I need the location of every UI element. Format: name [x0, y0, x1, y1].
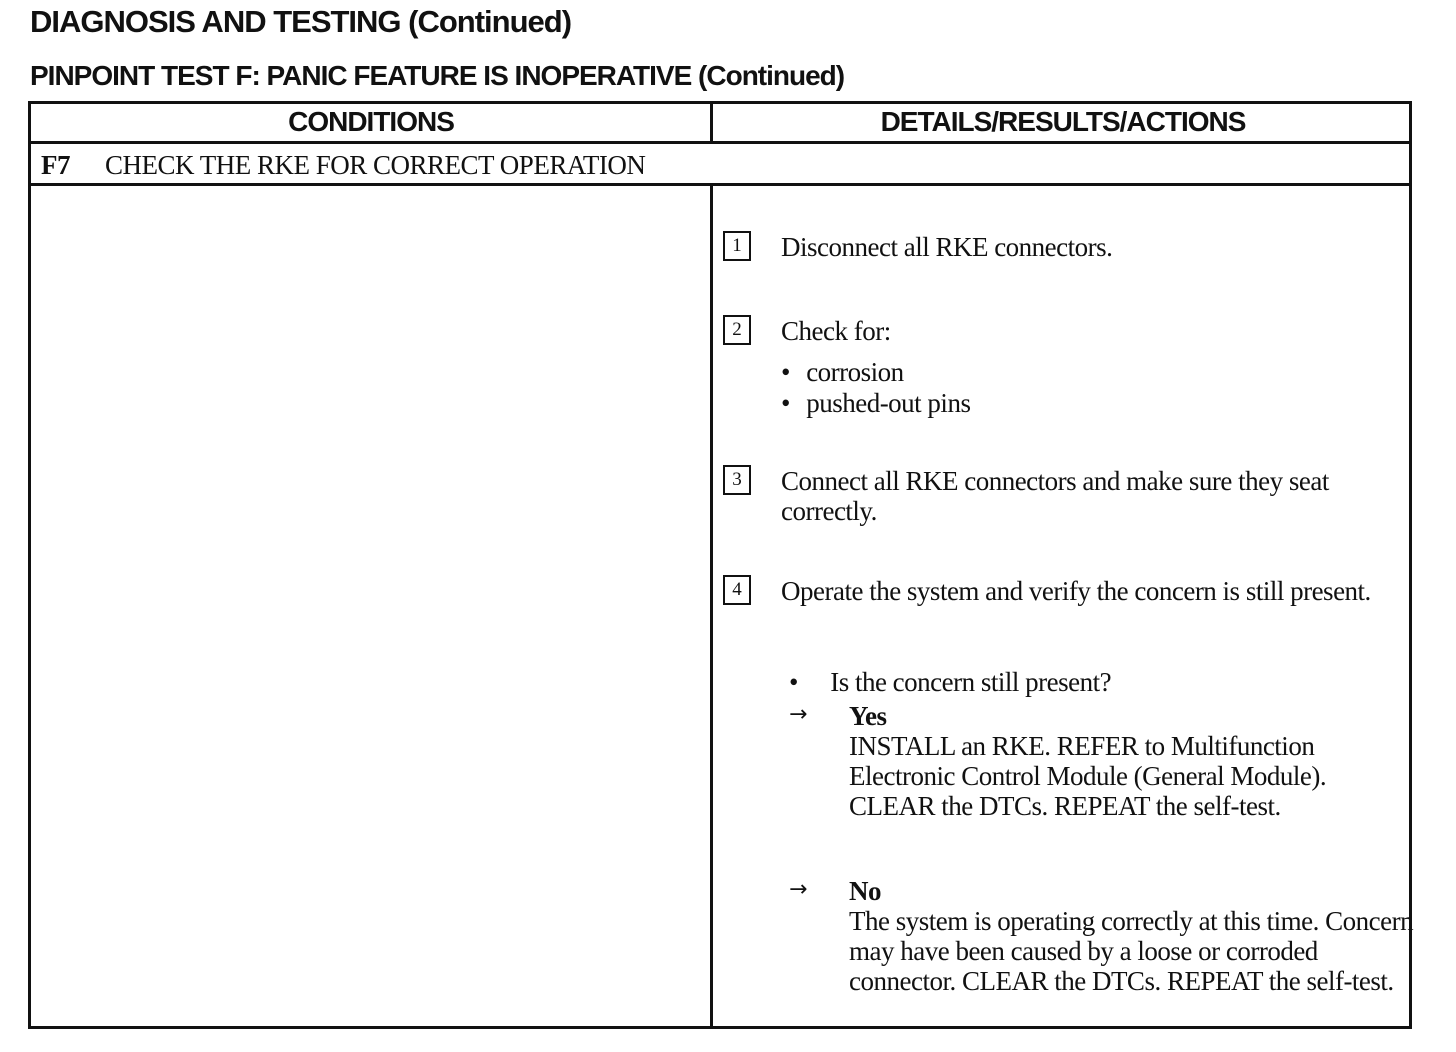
bullet-icon: •: [781, 388, 790, 418]
header-row-divider: [31, 141, 1409, 144]
answer-no-text: The system is operating correctly at this time. Concern may have been caused by a loose or corroded connector. CLEAR the DTCs. REPEAT the self-test.: [849, 906, 1414, 996]
step-id: F7: [41, 150, 70, 180]
step-title: CHECK THE RKE FOR CORRECT OPERATION: [105, 150, 646, 180]
details-results-actions-header: DETAILS/RESULTS/ACTIONS: [880, 106, 1246, 137]
page-title: DIAGNOSIS AND TESTING (Continued): [30, 4, 572, 39]
check-item-2: [781, 388, 970, 418]
step-number-box-2: 2: [723, 315, 751, 345]
question-line: [789, 667, 1111, 697]
step-text-3: Connect all RKE connectors and make sure they seat correctly.: [781, 466, 1329, 526]
step-text-1: Disconnect all RKE connectors.: [781, 232, 1113, 262]
check-item-1: [781, 357, 904, 387]
pinpoint-test-table: [28, 101, 1412, 1029]
step-row-divider: [31, 183, 1409, 186]
step-number-box-1: 1: [723, 231, 751, 261]
step-number-box-4: 4: [723, 575, 751, 605]
conditions-header: CONDITIONS: [288, 106, 454, 137]
check-item-text: corrosion: [806, 357, 904, 387]
step-number-box-3: 3: [723, 465, 751, 495]
check-item-text: pushed-out pins: [806, 388, 971, 418]
question-text: Is the concern still present?: [830, 667, 1112, 697]
step-text-2: Check for:: [781, 316, 891, 346]
pinpoint-test-title: PINPOINT TEST F: PANIC FEATURE IS INOPERATIVE (Continued): [30, 60, 845, 91]
step-text-4: Operate the system and verify the concern is still present.: [781, 576, 1371, 606]
answer-yes-label: Yes: [849, 701, 887, 731]
answer-no-label: No: [849, 876, 881, 906]
arrow-right-icon: →: [789, 702, 808, 727]
bullet-icon: •: [781, 357, 790, 387]
bullet-icon: •: [789, 667, 798, 697]
answer-yes-text: INSTALL an RKE. REFER to Multifunction Electronic Control Module (General Module). CLEAR the DTCs. REPEAT the self-test.: [849, 731, 1327, 821]
arrow-right-icon: →: [789, 877, 808, 902]
body-column-divider: [710, 184, 713, 1029]
